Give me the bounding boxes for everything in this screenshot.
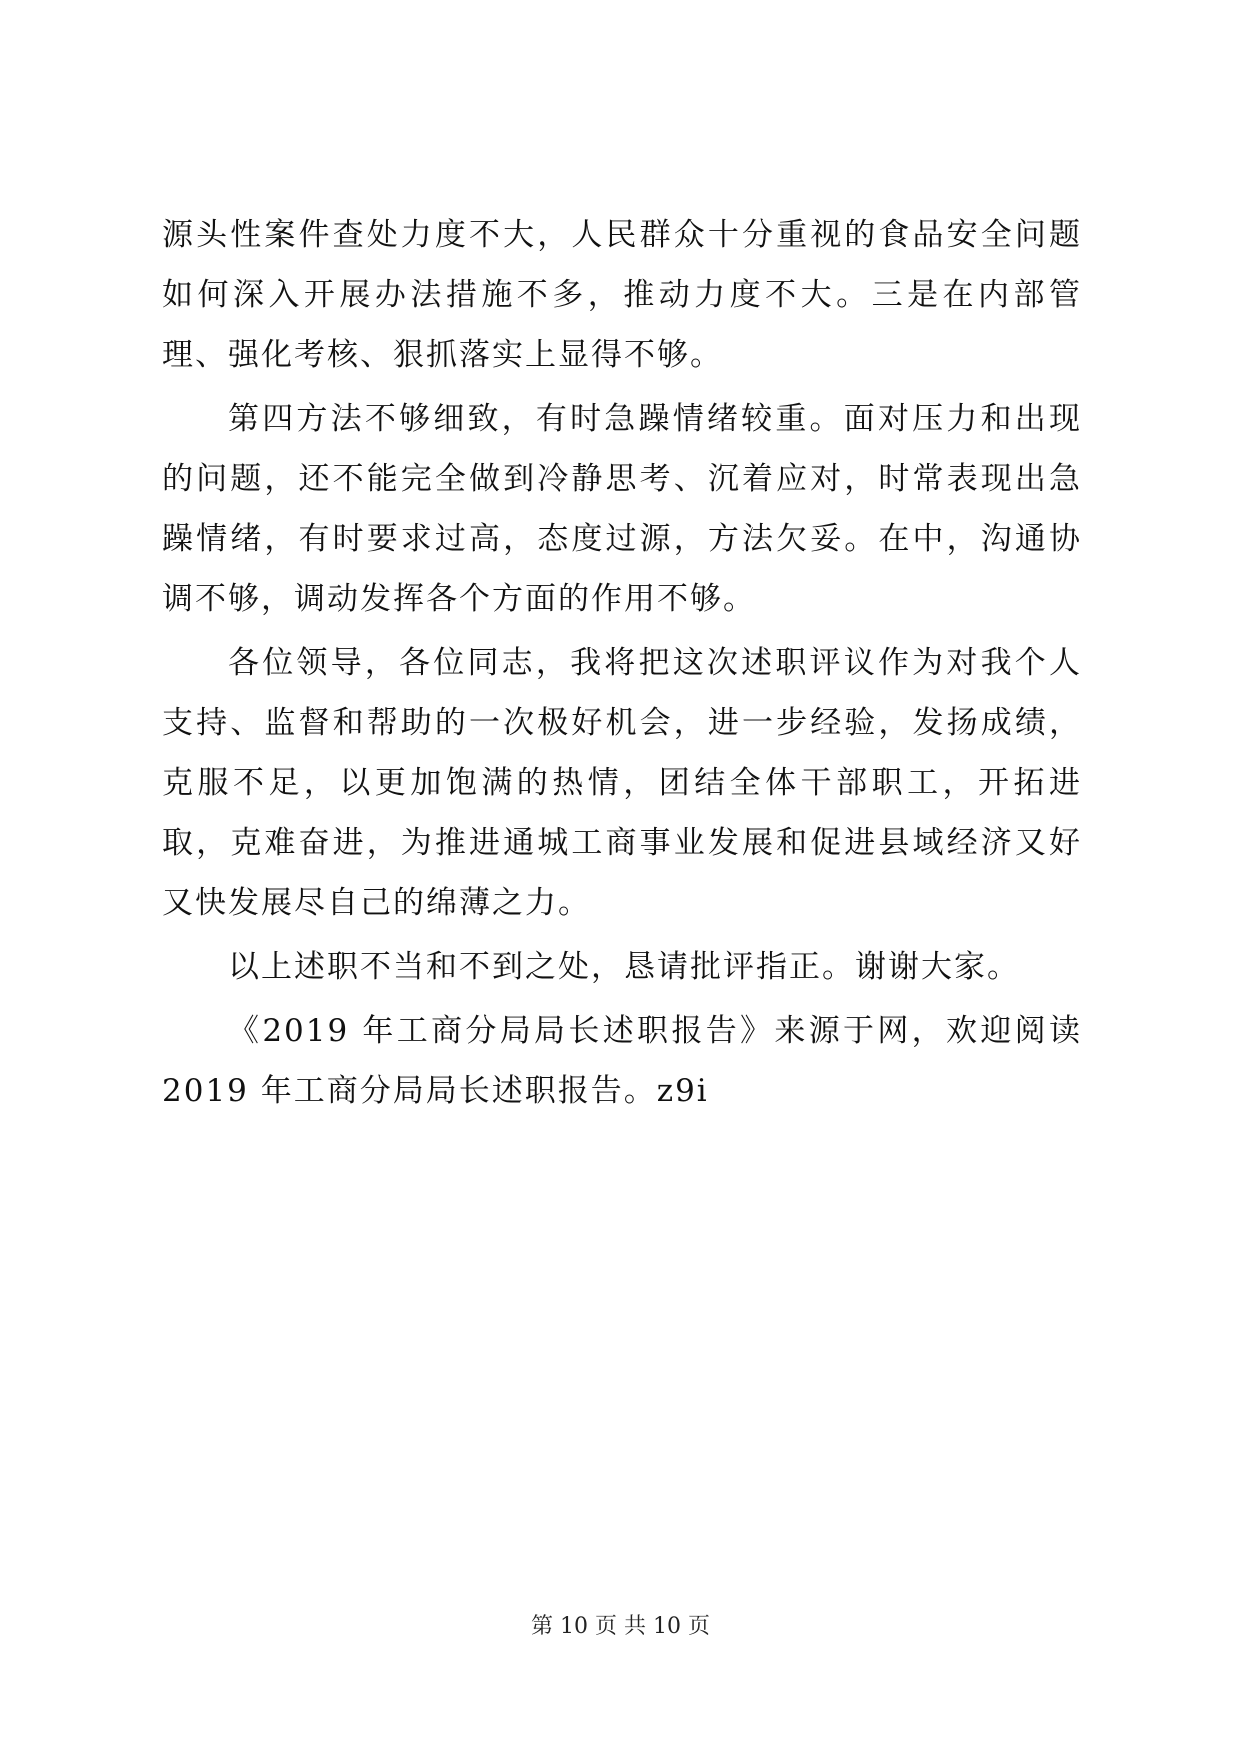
paragraph-1: 源头性案件查处力度不大，人民群众十分重视的食品安全问题如何深入开展办法措施不多，推动力度不大。三是在内部管理、强化考核、狠抓落实上显得不够。 (162, 217, 1082, 373)
document-body (162, 205, 1082, 1121)
paragraph-4: 以上述职不当和不到之处，恳请批评指正。谢谢大家。 (228, 949, 1020, 985)
paragraph-3: 各位领导，各位同志，我将把这次述职评议作为对我个人支持、监督和帮助的一次极好机会，进一步经验，发扬成绩，克服不足，以更加饱满的热情，团结全体干部职工，开拓进取，克难奋进，为推进通城工商事业发展和促进县域经济又好又快发展尽自己的绵薄之力。 (162, 645, 1082, 921)
page-footer (0, 1612, 1241, 1642)
paragraph-2: 第四方法不够细致，有时急躁情绪较重。面对压力和出现的问题，还不能完全做到冷静思考、沉着应对，时常表现出急躁情绪，有时要求过高，态度过源，方法欠妥。在中，沟通协调不够，调动发挥各个方面的作用不够。 (162, 401, 1082, 617)
paragraph-5: 《2019 年工商分局局长述职报告》来源于网，欢迎阅读 2019 年工商分局局长述职报告。z9i (162, 1013, 1082, 1109)
page-number-label: 第 10 页 共 10 页 (531, 1614, 710, 1639)
